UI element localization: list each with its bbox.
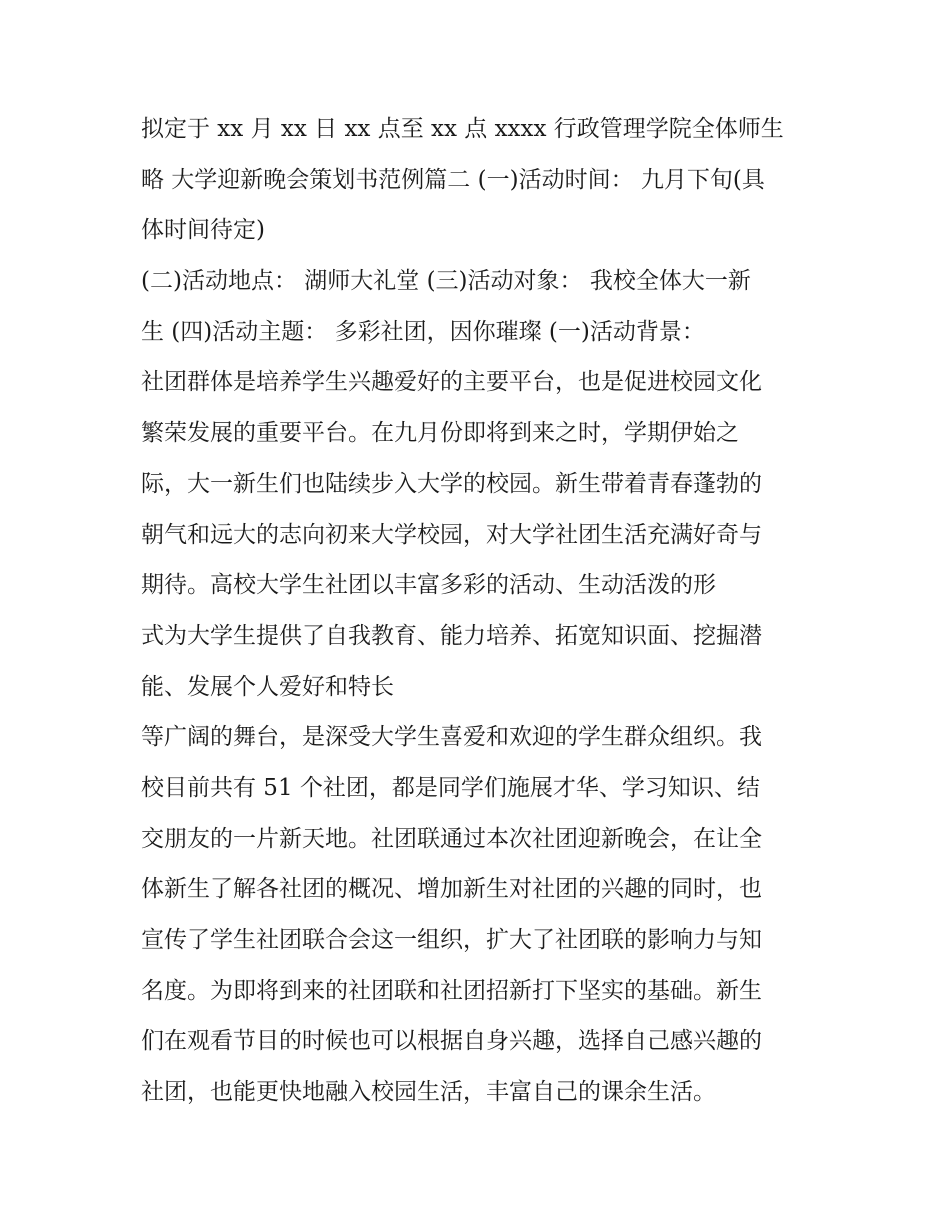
text-line: 体时间待定) bbox=[141, 217, 265, 244]
text-line: 等广阔的舞台，是深受大学生喜爱和欢迎的学生群众组织。我 bbox=[141, 724, 762, 751]
text-line: 期待。高校大学生社团以丰富多彩的活动、生动活泼的形 bbox=[141, 572, 716, 599]
text-line: 体新生了解各社团的概况、增加新生对社团的兴趣的同时，也 bbox=[141, 876, 762, 903]
text-line: 际，大一新生们也陆续步入大学的校园。新生带着青春蓬勃的 bbox=[141, 470, 762, 497]
text-line: 略 大学迎新晚会策划书范例篇二 (一)活动时间： 九月下旬(具 bbox=[141, 166, 765, 193]
text-line: 社团，也能更快地融入校园生活，丰富自己的课余生活。 bbox=[141, 1079, 716, 1106]
text-line: 能、发展个人爱好和特长 bbox=[141, 673, 394, 700]
text-line: 生 (四)活动主题： 多彩社团，因你璀璨 (一)活动背景： bbox=[141, 318, 705, 345]
text-line: 们在观看节目的时候也可以根据自身兴趣，选择自己感兴趣的 bbox=[141, 1028, 762, 1055]
text-line: 校目前共有 51 个社团，都是同学们施展才华、学习知识、结 bbox=[141, 774, 760, 801]
text-line: 拟定于 xx 月 xx 日 xx 点至 xx 点 xxxx 行政管理学院全体师生 bbox=[141, 116, 784, 142]
text-line: (二)活动地点： 湖师大礼堂 (三)活动对象： 我校全体大一新 bbox=[141, 268, 751, 295]
text-line: 交朋友的一片新天地。社团联通过本次社团迎新晚会，在让全 bbox=[141, 825, 762, 852]
text-line: 繁荣发展的重要平台。在九月份即将到来之时，学期伊始之 bbox=[141, 420, 739, 447]
document-body bbox=[141, 104, 821, 1118]
text-line: 式为大学生提供了自我教育、能力培养、拓宽知识面、挖掘潜 bbox=[141, 622, 762, 649]
text-line: 名度。为即将到来的社团联和社团招新打下坚实的基础。新生 bbox=[141, 977, 762, 1004]
text-line: 社团群体是培养学生兴趣爱好的主要平台，也是促进校园文化 bbox=[141, 369, 762, 396]
text-line: 宣传了学生社团联合会这一组织，扩大了社团联的影响力与知 bbox=[141, 927, 762, 953]
text-line: 朝气和远大的志向初来大学校园，对大学社团生活充满好奇与 bbox=[141, 521, 762, 548]
